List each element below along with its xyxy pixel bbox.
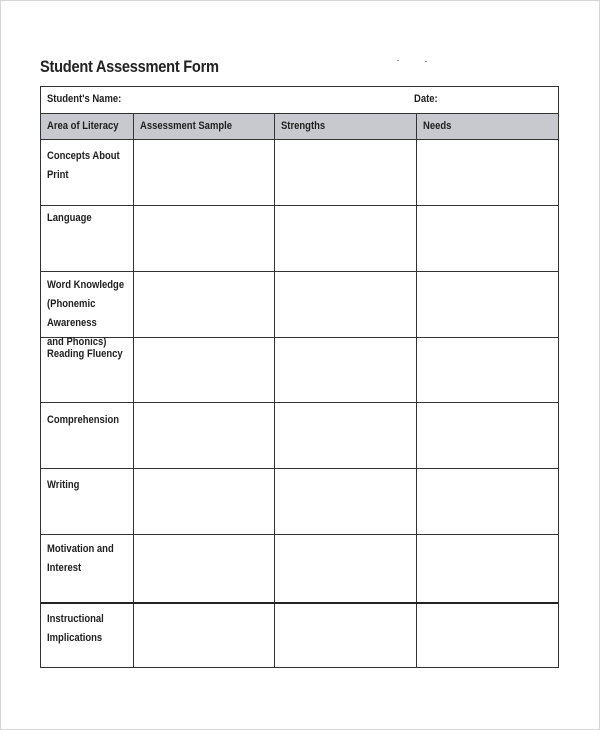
- column-header-strengths: Strengths: [281, 120, 326, 132]
- row-divider: [41, 468, 558, 469]
- row-divider: [41, 271, 558, 272]
- row-label-motivation-and-interest: Motivation and Interest: [47, 543, 114, 574]
- date-label: Date:: [414, 93, 438, 105]
- row-divider: [41, 534, 558, 535]
- row-label-writing: Writing: [47, 479, 80, 491]
- column-header-area: Area of Literacy: [47, 120, 119, 132]
- row-label-concepts-about-print: Concepts About Print: [47, 150, 120, 181]
- row-divider-thick: [41, 602, 558, 604]
- column-divider: [416, 114, 417, 667]
- students-name-label: Student's Name:: [47, 93, 122, 105]
- column-header-needs: Needs: [423, 120, 452, 132]
- column-divider: [274, 114, 275, 667]
- row-label-comprehension: Comprehension: [47, 414, 120, 426]
- form-title: Student Assessment Form: [40, 57, 219, 76]
- column-divider: [133, 114, 134, 667]
- row-divider: [41, 402, 558, 403]
- row-label-language: Language: [47, 212, 92, 224]
- table-header-row: [41, 114, 558, 140]
- row-label-word-knowledge: Word Knowledge (Phonemic Awareness and Phonics): [47, 279, 125, 348]
- column-header-assessment-sample: Assessment Sample: [140, 120, 233, 132]
- assessment-table: [40, 86, 559, 668]
- row-label-reading-fluency: Reading Fluency: [47, 348, 123, 360]
- row-divider: [41, 205, 558, 206]
- student-name-row: [41, 87, 558, 114]
- scan-speck: [425, 61, 427, 62]
- scan-speck: [397, 60, 399, 61]
- row-label-instructional-implications: Instructional Implications: [47, 613, 104, 644]
